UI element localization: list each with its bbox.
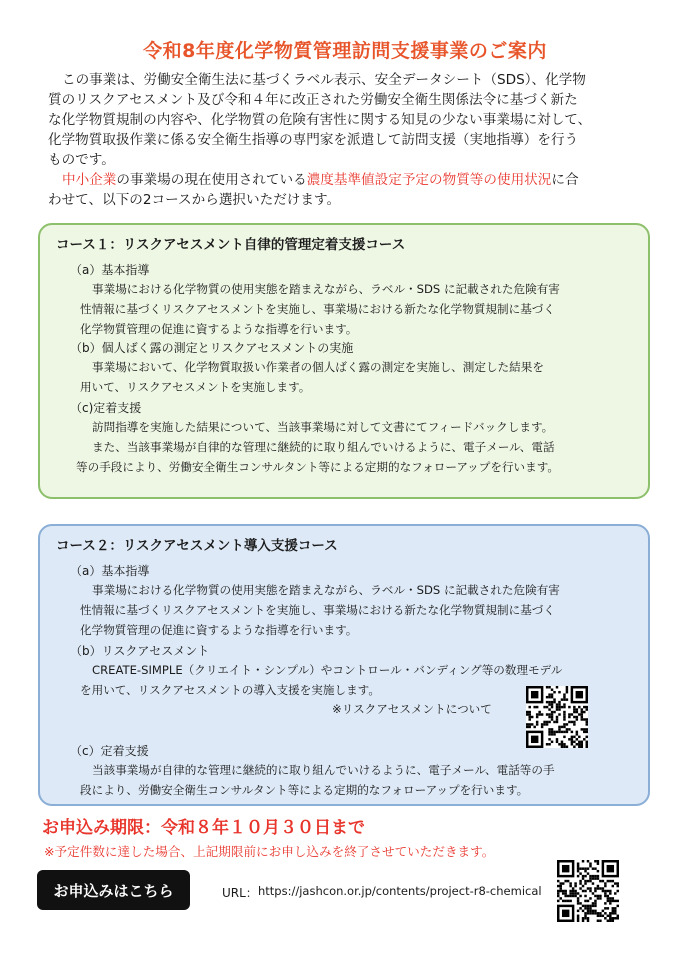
course1-c-heading: （c)定着支援 xyxy=(70,401,142,415)
intro-text xyxy=(48,70,650,210)
course1-a-heading: （a）基本指導 xyxy=(70,263,150,277)
course2-c-line: 段により、労働安全衛生コンサルタント等による定期的なフォローアップを行います。 xyxy=(80,783,529,797)
qr-code-icon[interactable] xyxy=(526,686,588,748)
course1-box xyxy=(38,223,650,499)
course2-b-line: を用いて、リスクアセスメントの導入支援を実施します。 xyxy=(80,683,380,697)
course1-c-line: 訪問指導を実施した結果について、当該事業場に対して文書にてフィードバックします。 xyxy=(92,420,554,434)
course2-b-line: CREATE-SIMPLE（クリエイト・シンプル）やコントロール・バンディング等の数理モデル xyxy=(92,663,563,677)
qr-code-icon[interactable] xyxy=(557,860,619,922)
course1-a-line: 性情報に基づくリスクアセスメントを実施し、事業場における新たな化学物質規制に基づく xyxy=(80,302,555,316)
intro-fragment: に合 xyxy=(551,172,579,188)
intro-fragment: の事業場の現在使用されている xyxy=(116,172,307,188)
course2-box xyxy=(38,524,650,806)
intro-line: この事業は、労働安全衛生法に基づくラベル表示、安全データシート（SDS）、化学物 xyxy=(62,72,586,88)
intro-line: ものです。 xyxy=(48,152,115,168)
course2-title: コース２：リスクアセスメント導入支援コース xyxy=(56,538,338,554)
intro-line: 化学物質取扱作業に係る安全衛生指導の専門家を派遣して訪問支援（実地指導）を行う xyxy=(48,132,579,148)
page-title: 令和8年度化学物質管理訪問支援事業のご案内 xyxy=(143,40,547,62)
apply-button[interactable]: お申込みはこちら xyxy=(37,870,190,910)
course1-c-line: また、当該事業場が自律的な管理に継続的に取り組んでいけるように、電子メール、電話 xyxy=(92,440,555,454)
application-url-link[interactable]: https://jashcon.or.jp/contents/project-r8-chemical xyxy=(258,884,542,898)
course2-a-line: 事業場における化学物質の使用実態を踏まえながら、ラベル・SDS に記載された危険有害 xyxy=(92,583,560,597)
deadline: お申込み期限：令和８年１０月３０日まで xyxy=(42,818,365,838)
course2-a-heading: （a）基本指導 xyxy=(70,564,150,578)
qr-note: ※リスクアセスメントについて xyxy=(332,702,492,716)
course2-a-line: 化学物質管理の促進に資するような指導を行います。 xyxy=(80,623,358,637)
course1-b-line: 用いて、リスクアセスメントを実施します。 xyxy=(80,380,311,394)
deadline-note: ※予定件数に達した場合、上記期限前にお申し込みを終了させていただきます。 xyxy=(44,844,495,859)
intro-line: な化学物質規制の内容や、化学物質の危険有害性に関する知見の少ない事業場に対して、 xyxy=(48,112,592,128)
course1-title: コース１：リスクアセスメント自律的管理定着支援コース xyxy=(56,237,406,253)
course1-a-line: 化学物質管理の促進に資するような指導を行います。 xyxy=(80,322,358,336)
course1-a-line: 事業場における化学物質の使用実態を踏まえながら、ラベル・SDS に記載された危険有害 xyxy=(92,282,560,296)
intro-line: 質のリスクアセスメント及び令和４年に改正された労働安全衛生関係法令に基づく新た xyxy=(48,92,578,108)
course2-c-heading: （c）定着支援 xyxy=(70,744,149,758)
course2-a-line: 性情報に基づくリスクアセスメントを実施し、事業場における新たな化学物質規制に基づく xyxy=(80,603,555,617)
course1-b-line: 事業場において、化学物質取扱い作業者の個人ばく露の測定を実施し、測定した結果を xyxy=(92,360,544,374)
url-label: URL： xyxy=(222,886,258,900)
course1-b-heading: （b）個人ばく露の測定とリスクアセスメントの実施 xyxy=(70,341,354,355)
course2-c-line: 当該事業場が自律的な管理に継続的に取り組んでいけるように、電子メール、電話等の手 xyxy=(92,763,555,777)
substance-highlight: 濃度基準値設定予定の物質等の使用状況 xyxy=(306,172,552,188)
course2-b-heading: （b）リスクアセスメント xyxy=(70,644,210,658)
intro-line: わせて、以下の2コースから選択いただけます。 xyxy=(48,192,341,208)
sme-highlight: 中小企業 xyxy=(62,172,117,188)
course1-c-line: 等の手段により、労働安全衛生コンサルタント等による定期的なフォローアップを行います。 xyxy=(76,460,559,474)
